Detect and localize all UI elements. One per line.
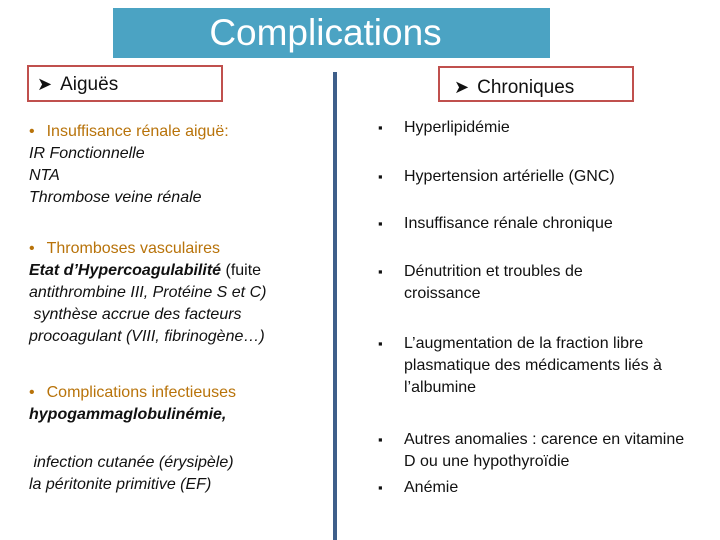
list-item xyxy=(378,213,698,235)
square-bullet-icon: ▪ xyxy=(378,169,383,184)
term-rest: (fuite xyxy=(221,262,262,279)
list-item xyxy=(378,117,698,139)
section-title-text: Thromboses vasculaires xyxy=(46,240,221,257)
square-bullet-icon: ▪ xyxy=(378,264,383,279)
column-divider xyxy=(333,72,337,540)
section-title xyxy=(29,121,329,143)
list-item-text: Autres anomalies : carence en vitamine D ou une hypothyroïdie xyxy=(404,431,685,470)
list-item-text: Insuffisance rénale chronique xyxy=(404,215,613,232)
list-line: NTA xyxy=(29,167,60,184)
list-line: IR Fonctionnelle xyxy=(29,145,145,162)
list-item xyxy=(378,261,648,305)
acute-section-infections xyxy=(29,382,329,496)
list-item xyxy=(378,477,698,499)
list-line: la péritonite primitive (EF) xyxy=(29,476,212,493)
square-bullet-icon: ▪ xyxy=(378,432,383,447)
square-bullet-icon: ▪ xyxy=(378,216,383,231)
section-title-text: Complications infectieuses xyxy=(46,384,237,401)
section-title-text: Insuffisance rénale aiguë: xyxy=(46,123,229,140)
bullet-dot-icon: • xyxy=(29,123,35,140)
list-item-text: Hyperlipidémie xyxy=(404,119,510,136)
list-line: Thrombose veine rénale xyxy=(29,189,202,206)
arrow-bullet-icon: ➤ xyxy=(454,77,470,97)
bullet-dot-icon: • xyxy=(29,384,35,401)
list-item xyxy=(378,166,698,188)
chronic-header-label: Chroniques xyxy=(477,77,575,98)
list-line: procoagulant (VIII, fibrinogène…) xyxy=(29,328,265,345)
section-title xyxy=(29,238,329,260)
acute-section-thrombosis xyxy=(29,238,329,348)
list-line: synthèse accrue des facteurs xyxy=(29,306,242,323)
bullet-dot-icon: • xyxy=(29,240,35,257)
list-item-text: Anémie xyxy=(404,479,459,496)
list-item-text: Dénutrition et troubles de croissance xyxy=(404,263,583,302)
list-line: antithrombine III, Protéine S et C) xyxy=(29,284,267,301)
list-item xyxy=(378,429,688,473)
square-bullet-icon: ▪ xyxy=(378,120,383,135)
list-item-text: Hypertension artérielle (GNC) xyxy=(404,168,615,185)
chronic-header-box xyxy=(438,66,634,102)
square-bullet-icon: ▪ xyxy=(378,480,383,495)
list-line xyxy=(29,260,329,282)
acute-header-box xyxy=(27,65,223,102)
list-line: hypogammaglobulinémie, xyxy=(29,406,227,423)
section-title xyxy=(29,382,329,404)
square-bullet-icon: ▪ xyxy=(378,336,383,351)
arrow-bullet-icon: ➤ xyxy=(37,74,53,94)
bold-term: Etat d’Hypercoagulabilité xyxy=(29,262,222,279)
list-item xyxy=(378,333,698,399)
acute-section-renal xyxy=(29,121,329,209)
acute-header-label: Aiguës xyxy=(60,74,119,95)
slide-title: Complications xyxy=(113,8,550,58)
list-item-text: L’augmentation de la fraction libre plasmatique des médicaments liés à l’albumine xyxy=(404,335,662,396)
list-line: infection cutanée (érysipèle) xyxy=(29,454,234,471)
